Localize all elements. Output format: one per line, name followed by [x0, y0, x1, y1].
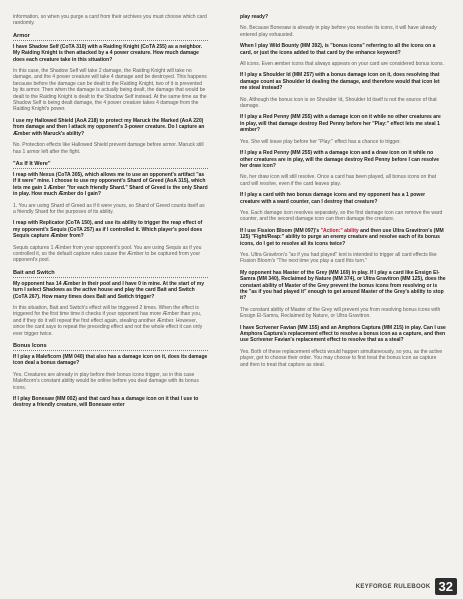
answer: Yes. Ultra Gravitron's "as if you had played" text is intended to trigger all card effects like Fission Bloom's "The next time you play a card this turn.": [240, 251, 437, 265]
answer: Yes. Creatures are already in play before their bonus icons trigger, so in this case Maleficorn's constant ability would be online before you deal damage with its bonus icons.: [13, 371, 199, 391]
question: I reap with Replicator (CoTA 150), and use its ability to trigger the reap effect of my opponent's Sequis (CoTA 257) as if I controlled it. Which player's pool does Sequis capture Æmber from?: [13, 220, 203, 240]
answer: No. Because Bonesaw is already in play before you resolve its icons, it will have already entered play exhausted.: [240, 25, 437, 38]
question: If I play a Red Penny (MM 255) with a damage icon and a draw icon on it while no other creatures are in play, will the damage destroy Red Penny before I can resolve her draw icon?: [240, 150, 440, 169]
answer: In this situation, Bait and Switch's effect will be triggered 2 times. When the effect is triggered for the first time time it checks if your opponent has more Æmber than you, and if they do it will repeat the first effect again, stealing another Æmber. However, since the card says to repeat the preceding effect and not the whole effect it can only ever trigger twice.: [13, 305, 203, 337]
question: If I play a Shoulder Id (MM 257) with a bonus damage icon on it, does resolving that damage count as Shoulder Id dealing the damage, and therefore would that icon let me steal instead?: [240, 72, 440, 92]
question-text: and then use Ultra Gravitron's (MM 125) "Fight/Reap:" ability to purge an enemy creature and resolve each of its bonus icons, do I get to resolve all its icons twice?: [240, 227, 444, 247]
answer: All icons. Even æmber icons that always appears on your card are considered bonus icons.: [240, 61, 444, 68]
question: If I play a Red Penny (MM 255) with a damage icon on it while no other creatures are in play, will that damage destroy Red Penny before her "Play:" effect lets me steal 1 æmber?: [240, 114, 441, 134]
rulebook-label: KEYFORGE RULEBOOK: [355, 583, 431, 590]
answer: Yes. Each damage icon resolves separately, so the first damage icon can remove the ward counter, and the second damage icon can then damage the creature.: [240, 209, 443, 223]
question: I have Scrivener Favian (MM 155) and an Amphora Captura (MM 215) in play. Can I use Amphora Captura's replacement effect to resolve a bonus icon as a capture, and then use Scrivener Favian's replacement effect to resolve that as a steal?: [240, 324, 446, 344]
highlighted-ability: "Action:" ability: [320, 227, 359, 234]
question: I have Shadow Self (CoTA 310) with a Raiding Knight (CoTA 255) as a neighbor. My Raiding Knight is then attacked by a 4 power creature. How much damage does each creature take in this situation?: [13, 43, 202, 63]
right-column: [240, 14, 446, 373]
question: I use my Hallowed Shield (AoA 218) to protect my Maruck the Marked (AoA 220) from damage and then I attack my opponent's 3-power creature. Do I capture an Æmber with Maruck's ability?: [13, 117, 205, 137]
page-footer: [356, 578, 457, 595]
answer: No. Protection effects like Hallowed Shield prevent damage before armor. Maruck still has 1 armor left after the fight.: [13, 142, 204, 155]
answer: The constant ability of Master of the Grey will prevent you from resolving bonus icons with Ensign El-Samra, Reclaimed by Nature, or Ultra Gravitron.: [240, 306, 441, 320]
answer: In this case, the Shadow Self will take 2 damage, the Raiding Knight will take no damage, and the 4 power creature will take 4 damage and be destroyed. This happens because before the damage can be dealt to the Raiding Knight, two of it is prevented by its armor. Then when the damage is actually being dealt, the damage that would be dealt to the Raiding Knight is dealt to the Shadow Self instead. At the same time as the Shadow Self is being dealt damage, the 4 power creature takes 4 damage from the Raiding Knight's power.: [13, 68, 207, 113]
section-heading-as-if-it-were: "As If It Were": [13, 161, 208, 169]
answer: Yes. She will leave play before her "Play:" effect has a chance to trigger.: [240, 138, 401, 145]
question: If I play Bonesaw (MM 002) and that card has a damage icon on it that I use to destroy a friendly creature, will Bonesaw enter: [13, 396, 199, 409]
left-column: [13, 14, 208, 414]
question: I reap with Nexus (CoTA 305), which allows me to use an opponent's artifact "as if it were" mine. I choose to use my opponent's Shard of Greed (AoA 315), which lets me gain 1 Æmber "for each friendly Shard." Shard of Greed is the only Shard in play. How much Æmber do I gain?: [13, 171, 208, 198]
answer: Yes. Both of these replacement effects would happen simultaneously, so you, as the active player, get to choose their order. You may choose to first treat the bonus icon as capture and then to treat that capture as steal.: [240, 348, 443, 368]
question: My opponent has Master of the Grey (MM 169) in play. If I play a card like Ensign El-Samra (MM 340), Reclaimed by Nature (MM 374), or Ultra Gravitron (MM 125), does the constant ability of Master of the Grey prevent the bonus icons from resolving or is the "as if you had played it" enough to get around Master of the Grey's ability to stop it?: [240, 269, 446, 302]
question: [240, 228, 446, 247]
question-text: If I use Fission Bloom (MM 097)'s: [240, 227, 321, 234]
question: If I play a card with two bonus damage icons and my opponent has a 1 power creature with a ward counter, can I destroy that creature?: [240, 192, 426, 205]
section-heading-bonus-icons: Bonus Icons: [13, 343, 208, 351]
answer: 1. You are using Shard of Greed as if it were yours, so Shard of Greed counts itself as a friendly Shard for the purposes of its ability.: [13, 202, 205, 215]
question: When I play Wild Bounty (MM 392), is "bonus icons" referring to all the icons on a card, or just the icons added to that card by the enhance keyword?: [240, 43, 436, 56]
intro-text: information, so when you purge a card from their archives you must choose which card randomly.: [13, 14, 207, 27]
section-heading-armor: Armor: [13, 33, 208, 41]
answer: Sequis captures 1 Æmber from your opponent's pool. You are using Sequis as if you controlled it, so the default capture rules cause the Æmber to be captured from your opponent's pool.: [13, 244, 202, 264]
answer: No. Although the bonus icon is on Shoulder Id, Shoulder Id itself is not the source of that damage.: [240, 96, 437, 110]
page-number: 32: [435, 578, 457, 595]
question: If I play a Maleficorn (MM 040) that also has a damage icon on it, does its damage icon deal a bonus damage?: [13, 354, 208, 367]
section-heading-bait-and-switch: Bait and Switch: [13, 270, 208, 278]
question-continued: play ready?: [240, 14, 269, 20]
answer: No, her draw icon will still resolve. Once a card has been played, all bonus icons on that card will resolve, even if the card leaves play.: [240, 174, 437, 187]
question: My opponent has 14 Æmber in their pool and I have 0 in mine. At the start of my turn I select Shadows as the active house and play the card Bait and Switch (CoTA 267). How many times does Bait and Switch trigger?: [13, 280, 205, 300]
